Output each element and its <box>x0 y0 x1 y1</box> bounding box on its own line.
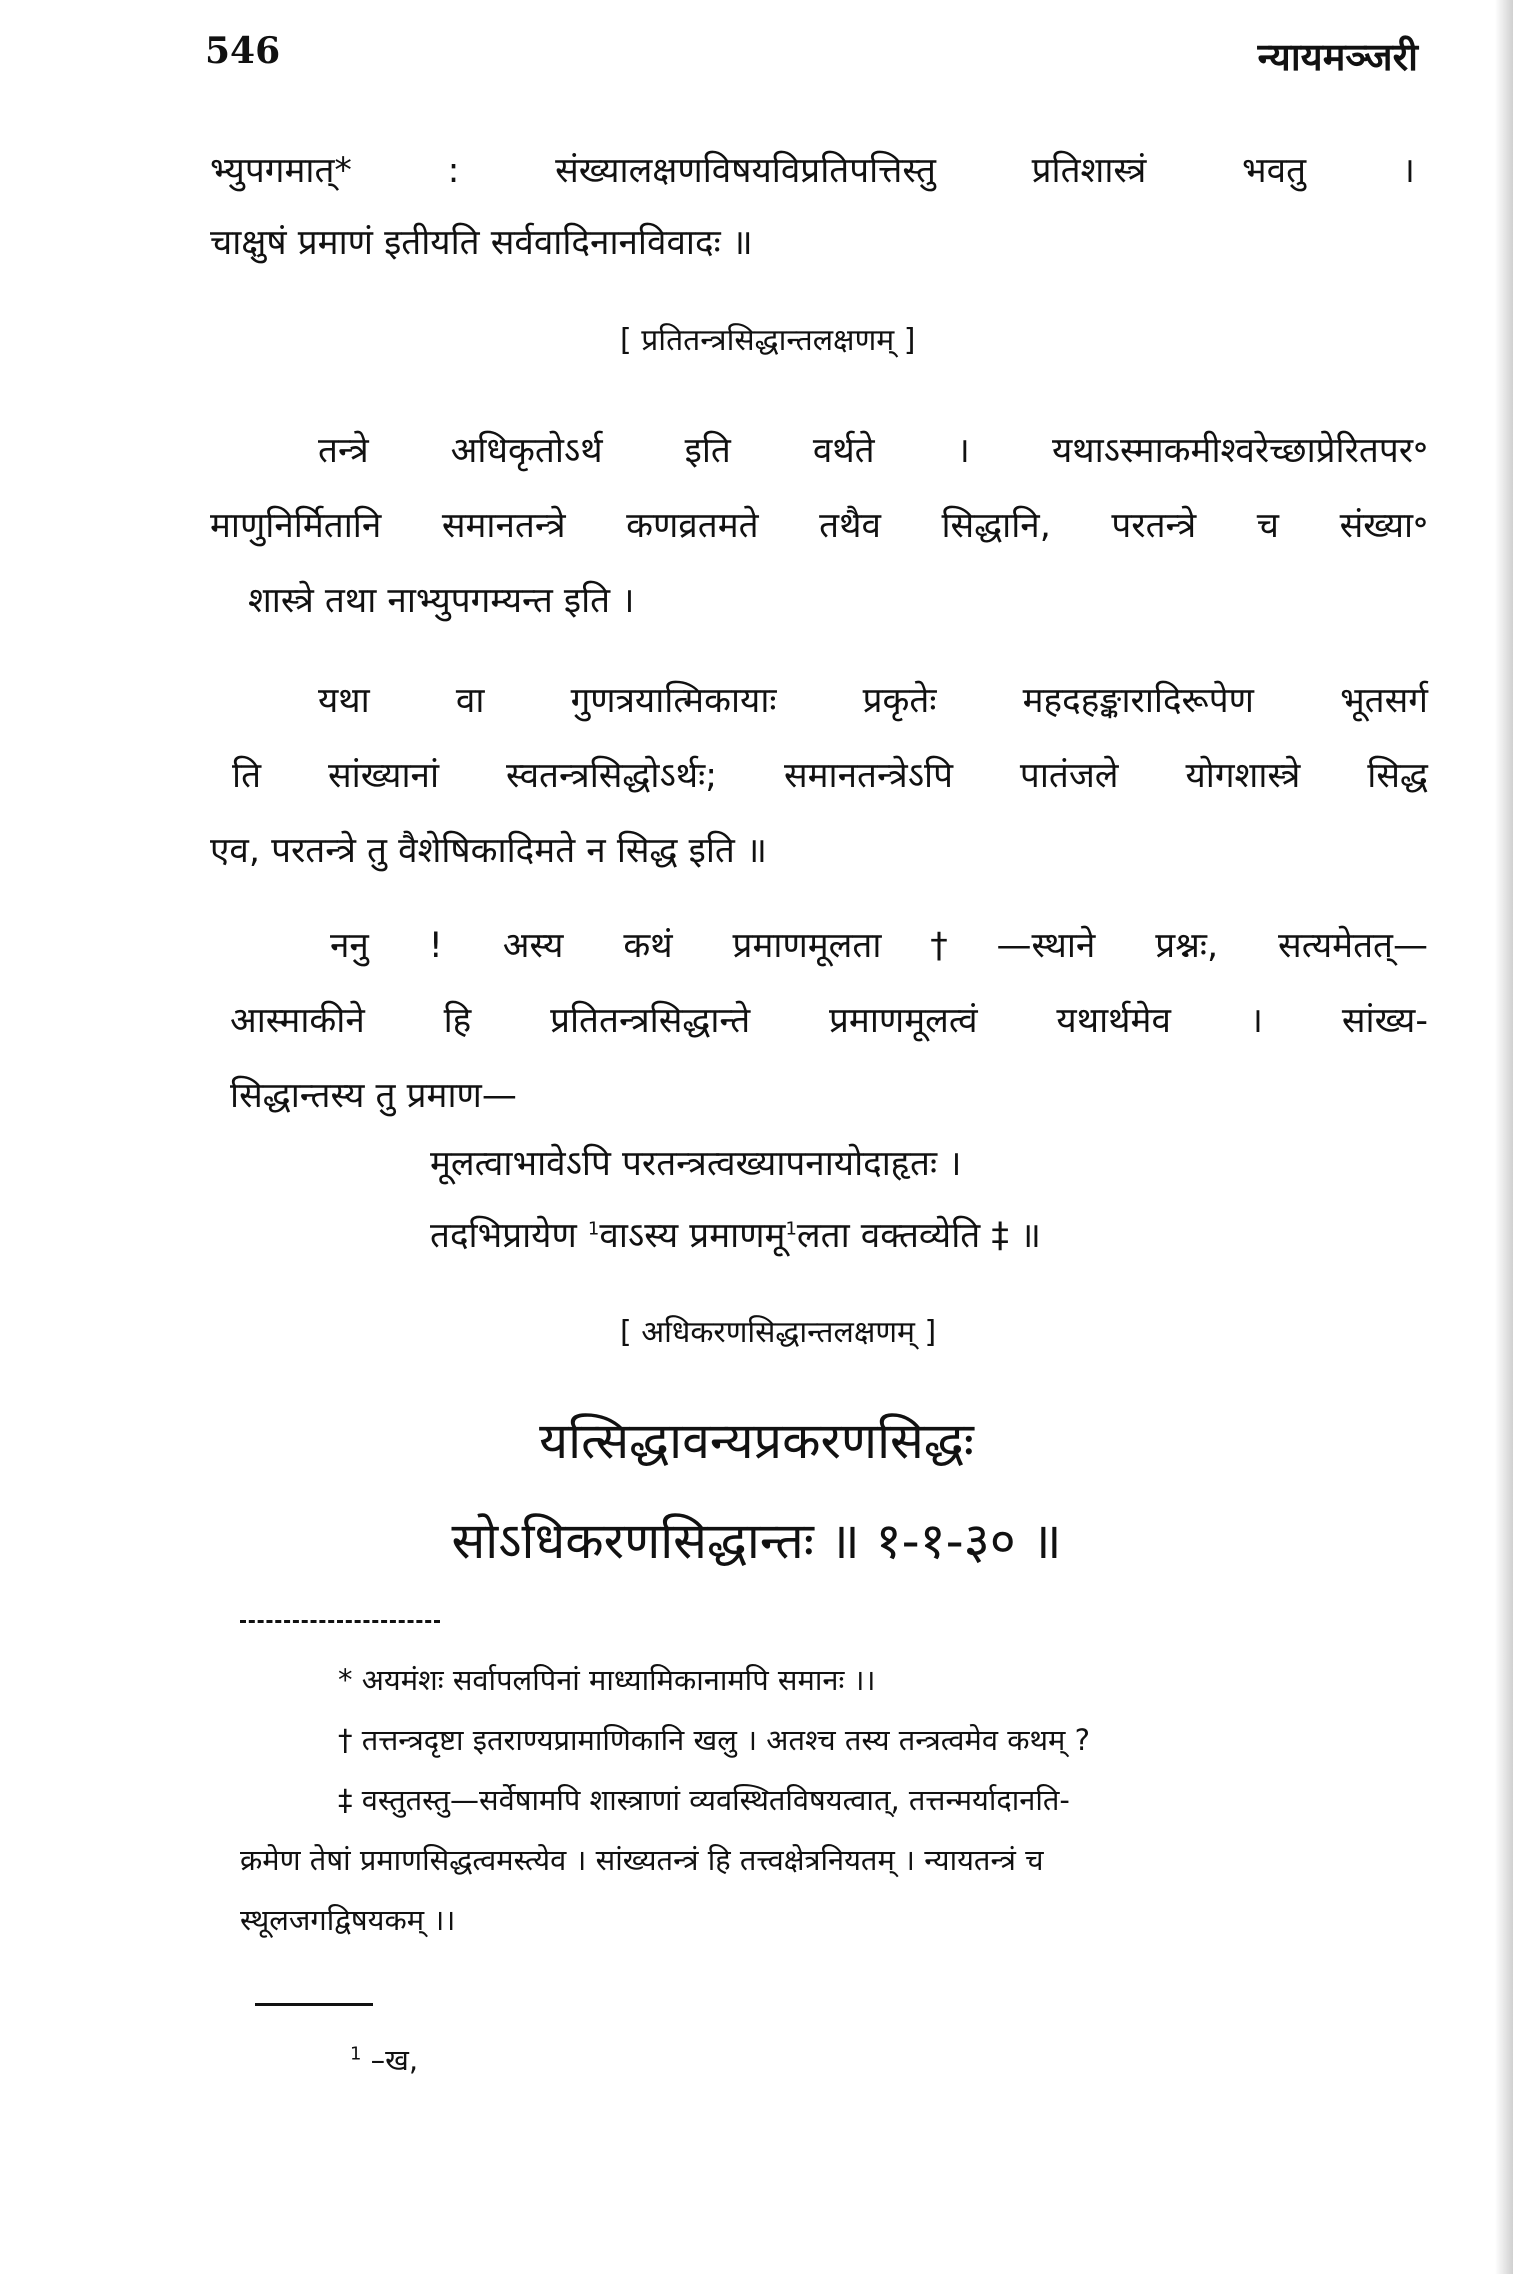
body-line: आस्माकीने हि प्रतितन्त्रसिद्धान्ते प्रमाणमूलत्वं यथार्थमेव । सांख्य- <box>230 1001 1428 1041</box>
footnote: स्थूलजगद्विषयकम् ।। <box>240 1903 456 1937</box>
sutra-line: सोऽधिकरणसिद्धान्तः ॥ १-१-३० ॥ <box>451 1512 1062 1570</box>
section-heading: [ प्रतितन्त्रसिद्धान्तलक्षणम् ] <box>620 323 916 358</box>
body-line: ति सांख्यानां स्वतन्त्रसिद्धोऽर्थः; समानतन्त्रेऽपि पातंजले योगशास्त्रे सिद्ध <box>232 756 1428 796</box>
body-line: माणुनिर्मितानि समानतन्त्रे कणव्रतमते तथैव सिद्धानि, परतन्त्रे च संख्या॰ <box>210 506 1428 546</box>
body-line: चाक्षुषं प्रमाणं इतीयति सर्ववादिनानविवादः ॥ <box>210 223 753 263</box>
footnote: ‡ वस्तुतस्तु—सर्वेषामपि शास्त्राणां व्यवस्थितविषयत्वात्, तत्तन्मर्यादानति- <box>338 1783 1070 1817</box>
body-line: भ्युपगमात्* : संख्यालक्षणविषयविप्रतिपत्तिस्तु प्रतिशास्त्रं भवतु । <box>210 151 1415 191</box>
body-line: सिद्धान्तस्य तु प्रमाण— <box>230 1076 517 1116</box>
variant-note <box>350 2040 418 2079</box>
page-number: 546 <box>205 30 281 72</box>
variant-text: –ख, <box>370 2043 419 2077</box>
verse-line: मूलत्वाभावेऽपि परतन्त्रत्वख्यापनायोदाहृतः । <box>430 1144 962 1184</box>
section-heading: [ अधिकरणसिद्धान्तलक्षणम् ] <box>620 1315 937 1350</box>
variant-marker: 1 <box>785 1218 797 1240</box>
footnote: क्रमेण तेषां प्रमाणसिद्धत्वमस्त्येव । सांख्यतन्त्रं हि तत्त्वक्षेत्रनियतम् । न्यायतन्त्रं च <box>240 1843 1044 1877</box>
body-line: एव, परतन्त्रे तु वैशेषिकादिमते न सिद्ध इति ॥ <box>210 831 767 871</box>
verse-segment: वाऽस्य प्रमाणमू <box>599 1216 786 1256</box>
variant-marker: 1 <box>587 1218 600 1240</box>
page-edge-shadow <box>1495 0 1513 2274</box>
sutra-line: यत्सिद्धावन्यप्रकरणसिद्धः <box>539 1412 974 1470</box>
variant-separator <box>255 2003 373 2006</box>
footnote-separator <box>240 1620 440 1623</box>
verse-segment: लता वक्तव्येति ‡ ॥ <box>796 1216 1041 1256</box>
body-line: शास्त्रे तथा नाभ्युपगम्यन्त इति । <box>248 581 635 621</box>
footnote: † तत्तन्त्रदृष्टा इतराण्यप्रामाणिकानि खलु । अतश्च तस्य तन्त्रत्वमेव कथम् ? <box>338 1723 1090 1757</box>
body-line: ननु ! अस्य कथं प्रमाणमूलता†—स्थाने प्रश्नः, सत्यमेतत्— <box>330 926 1428 966</box>
body-line: यथा वा गुणत्रयात्मिकायाः प्रकृतेः महदहङ्कारादिरूपेण भूतसर्ग <box>318 681 1428 721</box>
body-line: तन्त्रे अधिकृतोऽर्थ इति वर्थते । यथाऽस्माकमीश्वरेच्छाप्रेरितपर॰ <box>318 431 1428 471</box>
footnote: * अयमंशः सर्वापलपिनां माध्यामिकानामपि समानः ।। <box>338 1663 876 1697</box>
variant-marker: 1 <box>350 2043 362 2065</box>
running-title: न्यायमञ्जरी <box>1257 35 1418 79</box>
verse-line <box>430 1215 1041 1257</box>
verse-segment: तदभिप्रायेण <box>430 1216 588 1256</box>
